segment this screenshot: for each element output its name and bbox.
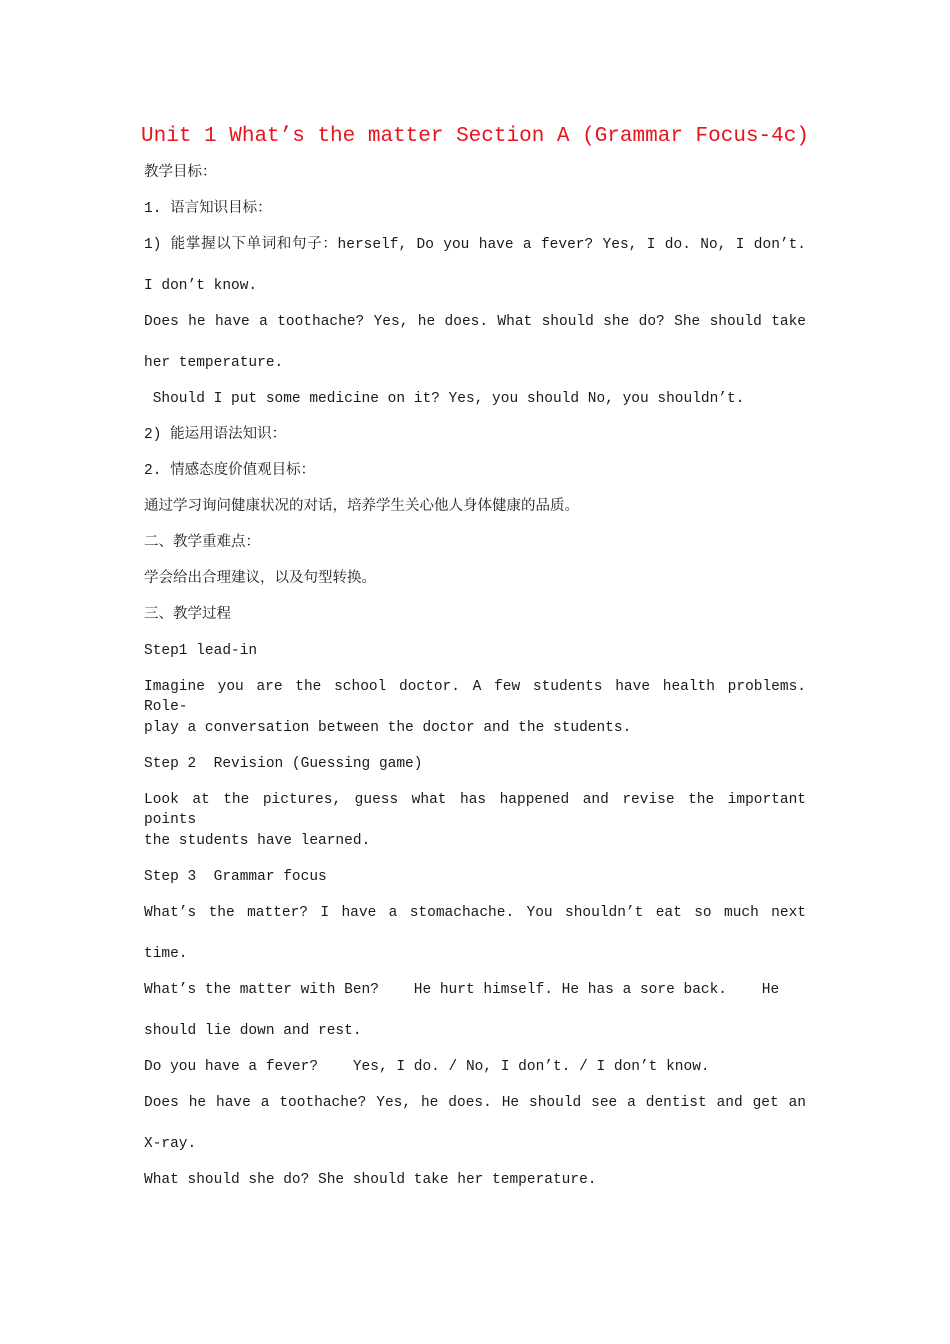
text-line: 2) 能运用语法知识： [144,427,287,443]
text-line: 教学目标： [144,165,217,181]
text-line: What should she do? She should take her temperature. [144,1172,597,1188]
text-line: Should I put some medicine on it? Yes, you should No, you shouldn’t. [144,391,745,407]
text-line: What’s the matter? I have a stomachache. You shouldn’t eat so much next [144,905,806,921]
text-line: Step 3 Grammar focus [144,869,327,885]
text-line: Does he have a toothache? Yes, he does. What should she do? She should take [144,314,806,330]
text-line: 1. 语言知识目标： [144,201,272,217]
text-line: What’s the matter with Ben? He hurt himself. He has a sore back. He [144,982,780,998]
text-line: time. [144,946,188,962]
text-line: her temperature. [144,355,284,371]
text-line: 通过学习询问健康状况的对话，培养学生关心他人身体健康的品质。 [144,499,579,515]
text-line: 三、教学过程 [144,607,231,623]
text-line: X-ray. [144,1136,197,1152]
document-title: Unit 1 What’s the matter Section A (Grammar Focus-4c) [141,125,809,148]
text-line: play a conversation between the doctor and the students. [144,720,632,736]
text-line: Do you have a fever? Yes, I do. / No, I don’t. / I don’t know. [144,1059,710,1075]
text-line: the students have learned. [144,833,371,849]
text-line: 1) 能掌握以下单词和句子：herself, Do you have a fever? Yes, I do. No, I don’t. [144,237,806,253]
text-line: Imagine you are the school doctor. A few students have health problems. Role- [144,679,806,715]
text-line: 2. 情感态度价值观目标： [144,463,316,479]
text-line: should lie down and rest. [144,1023,362,1039]
text-line: 学会给出合理建议，以及句型转换。 [144,571,376,587]
text-line: 二、教学重难点： [144,535,260,551]
text-line: I don’t know. [144,278,258,294]
text-line: Look at the pictures, guess what has happened and revise the important points [144,792,806,828]
text-line: Step1 lead-in [144,643,258,659]
text-line: Does he have a toothache? Yes, he does. He should see a dentist and get an [144,1095,806,1111]
text-line: Step 2 Revision (Guessing game) [144,756,423,772]
